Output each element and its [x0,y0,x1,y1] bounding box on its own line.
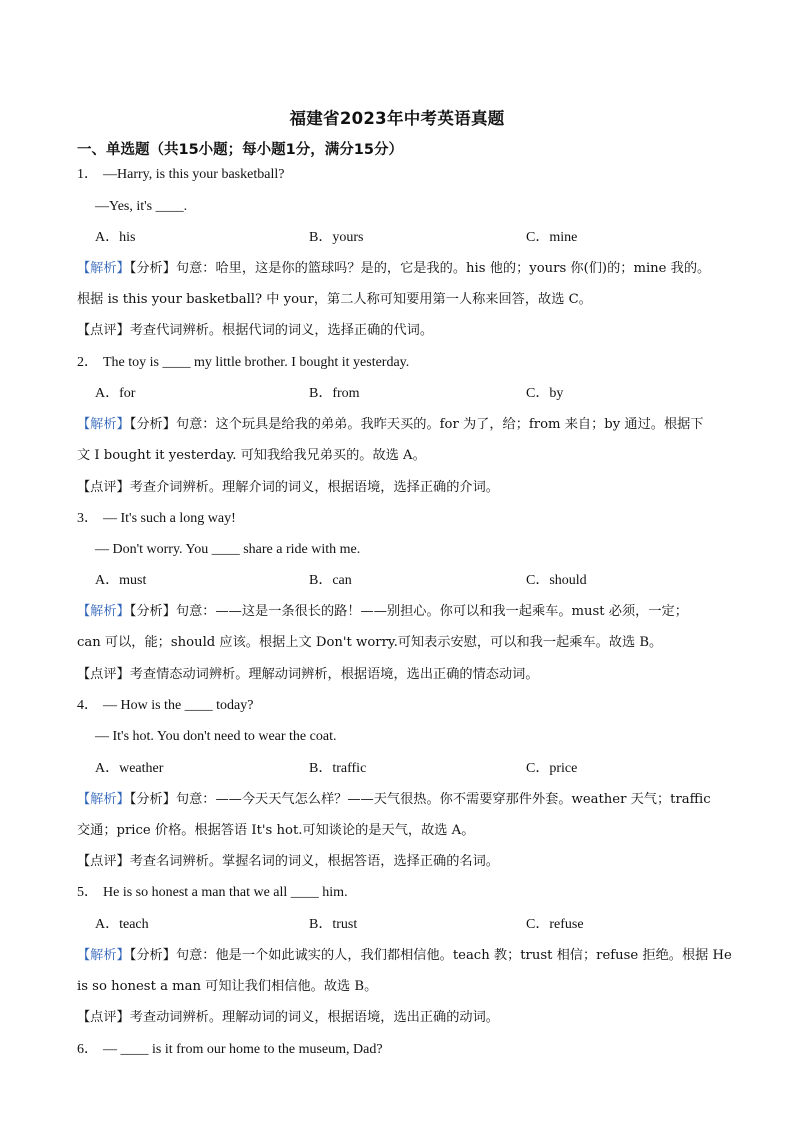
jiexi-tag: 【解析】 [77,261,130,276]
question-stem: — It's such a long way! [103,511,236,526]
comment-text: 考查情态动词辨析。理解动词辨析，根据语境，选出正确的情态动词。 [129,667,539,682]
comment-line [77,853,757,871]
question-3-line2: — Don't worry. You ____ share a ride with me. [95,542,361,557]
analysis-line [77,603,757,621]
section-heading: 一、单选题（共15小题；每小题1分，满分15分） [77,142,403,158]
jiexi-tag: 【解析】 [77,604,130,619]
question-number: 3． [77,511,98,526]
question-stem: — ____ is it from our home to the museum, Dad? [103,1042,383,1057]
question-number: 5． [77,885,98,900]
option-a: A．weather [95,761,164,776]
question-stem: He is so honest a man that we all ____ him. [103,885,348,900]
option-a: A．his [95,230,136,245]
option-b: B．can [309,573,352,588]
dianping-tag: 【点评】 [77,323,130,338]
option-b: B．trust [309,917,358,932]
analysis-line-2: 根据 is this your basketball? 中 your，第二人称可知要用第一人称来回答，故选 C。 [77,292,592,307]
question-number: 2． [77,355,98,370]
option-c: C．refuse [526,917,584,932]
question-4-line2: — It's hot. You don't need to wear the coat. [95,729,337,744]
comment-line [77,666,757,684]
question-4 [77,697,757,715]
fenxi-tag: 【分析】 [129,417,176,432]
option-a: A．must [95,573,147,588]
comment-text: 考查动词辨析。理解动词的词义，根据语境，选出正确的动词。 [129,1010,499,1025]
option-b: B．traffic [309,761,367,776]
question-number: 1． [77,167,98,182]
jiexi-tag: 【解析】 [77,417,130,432]
comment-text: 考查代词辨析。根据代词的词义，选择正确的代词。 [129,323,434,338]
analysis-line-2: 文 I bought it yesterday. 可知我给我兄弟买的。故选 A。 [77,448,426,463]
analysis-line-2: is so honest a man 可知让我们相信他。故选 B。 [77,979,378,994]
comment-line [77,479,757,497]
comment-text: 考查介词辨析。理解介词的词义，根据语境，选择正确的介词。 [129,480,499,495]
question-number: 4． [77,698,98,713]
option-b: B．yours [309,230,364,245]
dianping-tag: 【点评】 [77,1010,130,1025]
analysis-line-2: 交通；price 价格。根据答语 It's hot.可知谈论的是天气，故选 A。 [77,823,475,838]
analysis-text: 句意：——这是一条很长的路！——别担心。你可以和我一起乘车。must 必须，一定； [175,604,688,619]
option-c: C．should [526,573,587,588]
fenxi-tag: 【分析】 [129,948,176,963]
fenxi-tag: 【分析】 [129,261,176,276]
comment-text: 考查名词辨析。掌握名词的词义，根据答语，选择正确的名词。 [129,854,499,869]
analysis-text: 句意：这个玩具是给我的弟弟。我昨天买的。for 为了，给；from 来自；by 通过。根据下 [175,417,704,432]
analysis-line [77,416,757,434]
fenxi-tag: 【分析】 [129,604,176,619]
dianping-tag: 【点评】 [77,667,130,682]
comment-line [77,322,757,340]
analysis-line [77,260,757,278]
analysis-line [77,947,757,965]
page-title: 福建省2023年中考英语真题 [289,109,505,128]
question-3 [77,510,757,528]
question-number: 6． [77,1042,98,1057]
option-a: A．teach [95,917,149,932]
question-stem: — How is the ____ today? [103,698,254,713]
analysis-text: 句意：他是一个如此诚实的人，我们都相信他。teach 教；trust 相信；refuse 拒绝。根据 He [175,948,732,963]
dianping-tag: 【点评】 [77,854,130,869]
question-2 [77,354,757,372]
analysis-line-2: can 可以，能；should 应该。根据上文 Don't worry.可知表示安慰，可以和我一起乘车。故选 B。 [77,635,663,650]
comment-line [77,1009,757,1027]
jiexi-tag: 【解析】 [77,792,130,807]
option-c: C．price [526,761,578,776]
fenxi-tag: 【分析】 [129,792,176,807]
question-stem: —Harry, is this your basketball? [103,167,285,182]
option-a: A．for [95,386,136,401]
question-1 [77,166,757,184]
analysis-text: 句意：哈里，这是你的篮球吗？是的，它是我的。his 他的；yours 你(们)的；mine 我的。 [175,261,711,276]
jiexi-tag: 【解析】 [77,948,130,963]
question-5 [77,884,757,902]
analysis-line [77,791,757,809]
analysis-text: 句意：——今天天气怎么样？——天气很热。你不需要穿那件外套。weather 天气；traffic [175,792,711,807]
question-6 [77,1041,757,1059]
option-c: C．mine [526,230,578,245]
option-c: C．by [526,386,564,401]
option-b: B．from [309,386,360,401]
dianping-tag: 【点评】 [77,480,130,495]
question-1-line2: —Yes, it's ____. [95,199,188,214]
question-stem: The toy is ____ my little brother. I bought it yesterday. [103,355,410,370]
